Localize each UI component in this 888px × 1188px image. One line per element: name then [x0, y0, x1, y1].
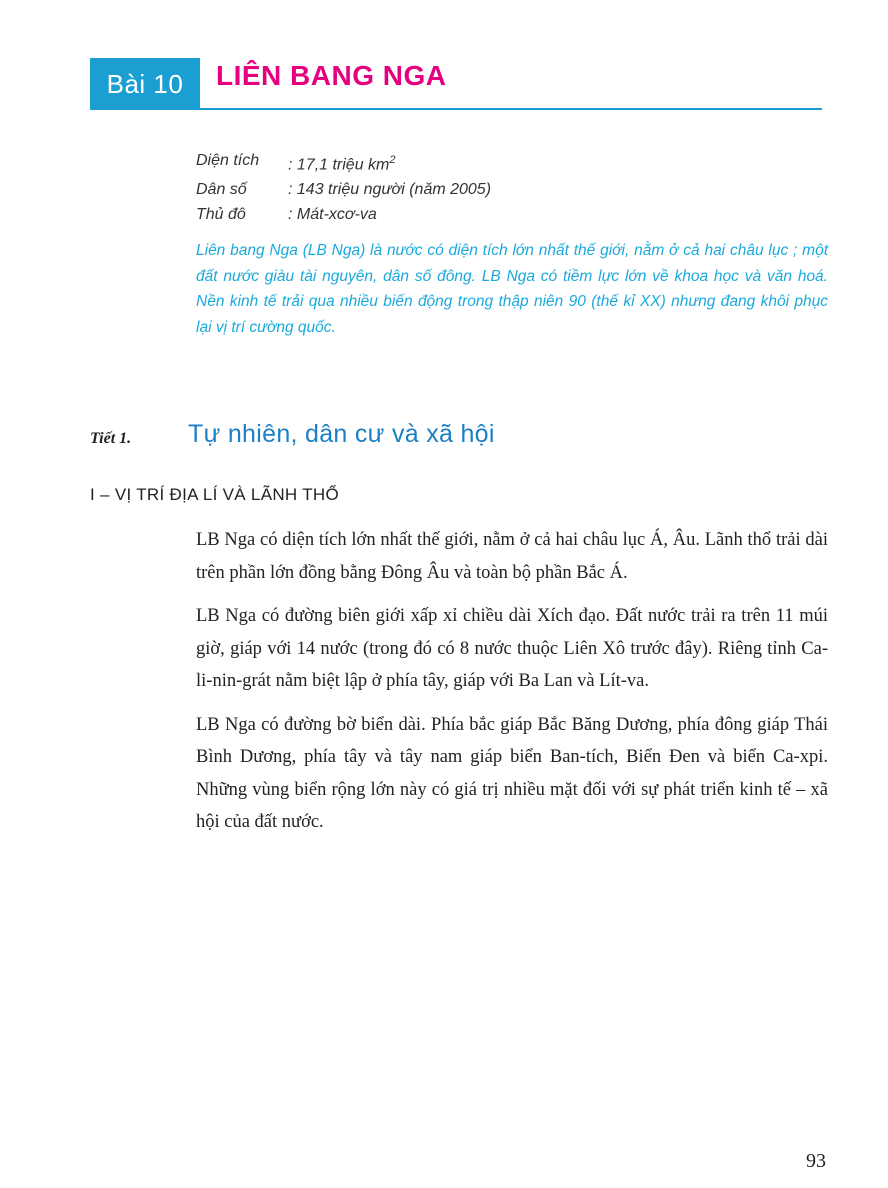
intro-paragraph: Liên bang Nga (LB Nga) là nước có diện tích lớn nhất thế giới, nằm ở cả hai châu lục ; một đất nước giàu tài nguyên, dân số đông. LB Nga có tiềm lực lớn về khoa học và văn hoá. Nền kinh tế trải qua nhiều biến động trong thập niên 90 (thế kỉ XX) nhưng đang khôi phục lại vị trí cường quốc. — [196, 242, 828, 336]
section-heading: I – VỊ TRÍ ĐỊA LÍ VÀ LÃNH THỔ — [90, 485, 339, 504]
fact-area — [196, 148, 491, 177]
fact-capital — [196, 202, 491, 227]
page-number: 93 — [806, 1150, 826, 1172]
section-body — [196, 524, 828, 850]
fact-value: : Mát-xcơ-va — [288, 206, 377, 224]
lesson-badge: Bài 10 — [90, 58, 200, 110]
period-title: Tự nhiên, dân cư và xã hội — [188, 420, 495, 448]
period-label: Tiết 1. — [90, 430, 132, 447]
body-paragraph: LB Nga có diện tích lớn nhất thế giới, nằm ở cả hai châu lục Á, Âu. Lãnh thổ trải dài trên phần lớn đồng bằng Đông Âu và toàn bộ phần Bắc Á. — [196, 530, 828, 583]
fact-value: : 143 triệu người (năm 2005) — [288, 181, 492, 199]
fact-label: Dân số — [196, 181, 247, 199]
title-underline — [90, 108, 822, 110]
fact-superscript: 2 — [389, 154, 396, 166]
fact-population — [196, 177, 491, 202]
body-paragraph: LB Nga có đường biên giới xấp xỉ chiều dài Xích đạo. Đất nước trải ra trên 11 múi giờ, giáp với 14 nước (trong đó có 8 nước thuộc Liên Xô trước đây). Riêng tỉnh Ca-li-nin-grát nằm biệt lập ở phía tây, giáp với Ba Lan và Lít-va. — [196, 606, 828, 691]
fact-value: : 17,1 triệu $km^2$ — [288, 154, 396, 174]
body-paragraph: LB Nga có đường bờ biển dài. Phía bắc giáp Bắc Băng Dương, phía đông giáp Thái Bình Dương, phía tây và tây nam giáp biển Ban-tích, Biển Đen và biển Ca-xpi. Những vùng biển rộng lớn này có giá trị nhiều mặt đối với sự phát triển kinh tế – xã hội của đất nước. — [196, 714, 828, 832]
country-facts — [196, 148, 491, 227]
fact-label: Diện tích — [196, 152, 260, 169]
lesson-title: LIÊN BANG NGA — [216, 60, 447, 91]
fact-label: Thủ đô — [196, 206, 246, 224]
